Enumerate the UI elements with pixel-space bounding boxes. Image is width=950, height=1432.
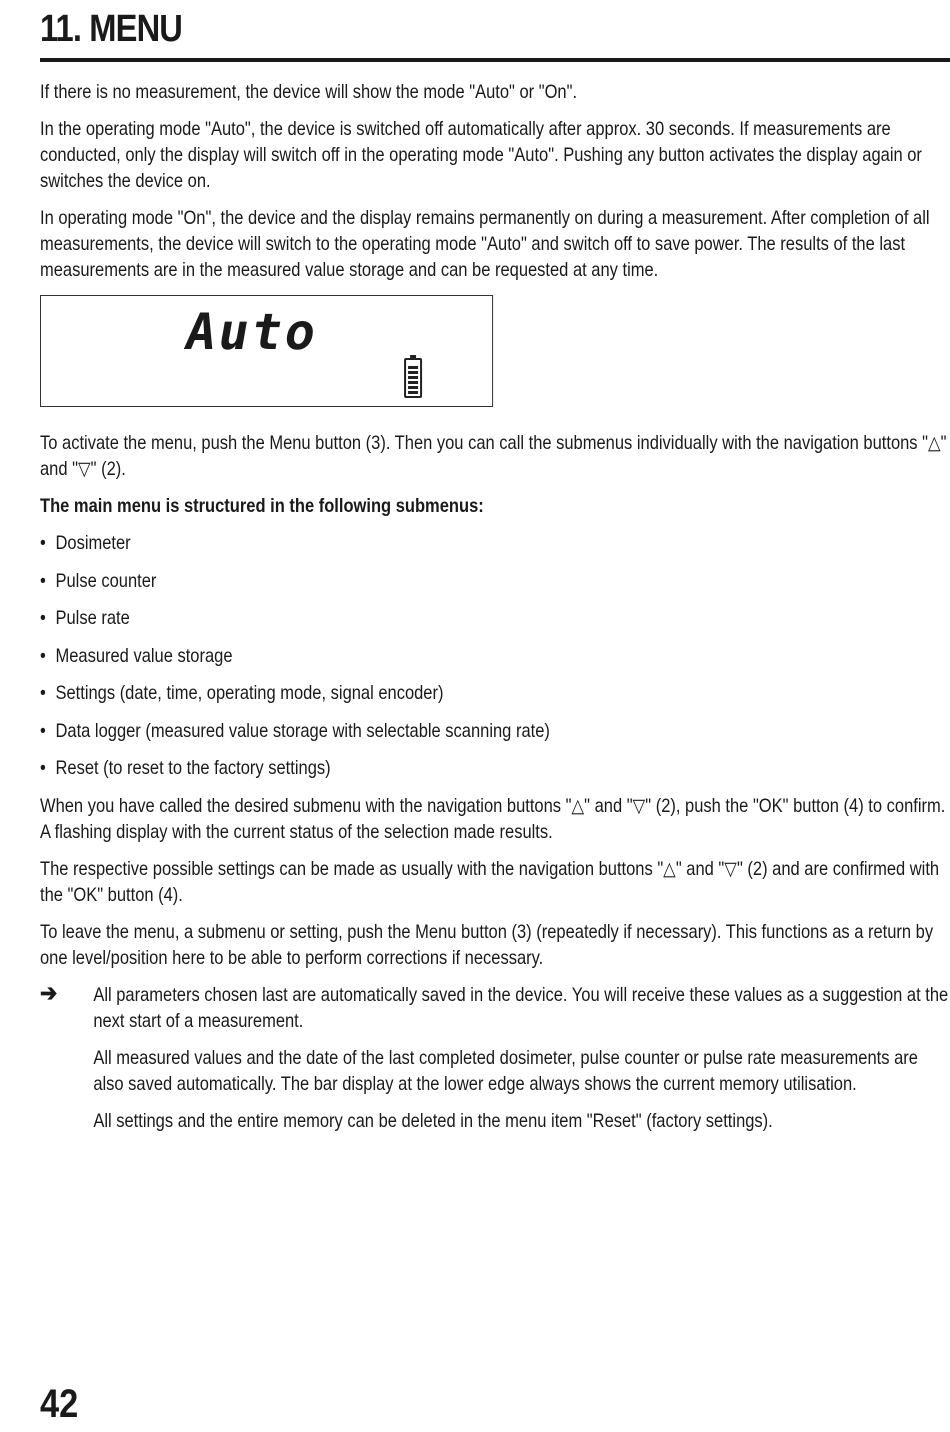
bullet-icon: • bbox=[40, 570, 46, 592]
submenu-item-settings: • Settings (date, time, operating mode, signal encoder) bbox=[40, 681, 950, 707]
submenu-heading: The main menu is structured in the following submenus: bbox=[40, 496, 484, 517]
lcd-mode-text: Auto bbox=[180, 303, 324, 361]
bullet-icon: • bbox=[40, 533, 46, 554]
leave-menu-paragraph: To leave the menu, a submenu or setting, push the Menu button (3) (repeatedly if necessary). This functions as a return by one level/position here to be able to perform corrections if necessary. bbox=[40, 921, 934, 969]
note-paragraph-2: All measured values and the date of the last completed dosimeter, pulse counter or pulse rate measurements are also saved automatically. The bar display at the lower edge always shows the current memory utilisation. bbox=[93, 1047, 918, 1095]
note-paragraph-3: All settings and the entire memory can be deleted in the menu item "Reset" (factory settings). bbox=[93, 1110, 773, 1132]
page-number: 42 bbox=[40, 1382, 79, 1426]
submenu-item-pulse-counter: • Pulse counter bbox=[40, 569, 950, 595]
bullet-icon: • bbox=[40, 758, 46, 779]
intro-paragraph-2: In the operating mode "Auto", the device is switched off automatically after approx. 30 seconds. If measurements are conducted, only the display will switch off in the operating mode "Auto". Pushing any button activates the display again or switches the device on. bbox=[40, 119, 922, 192]
title-divider bbox=[40, 58, 950, 62]
submenu-item-reset: • Reset (to reset to the factory settings) bbox=[40, 756, 950, 782]
arrow-right-icon: ➔ bbox=[40, 979, 58, 1007]
bullet-icon: • bbox=[40, 720, 46, 742]
settings-paragraph: The respective possible settings can be made as usually with the navigation buttons "△" and "▽" (2) and are confirmed with the "OK" button (4). bbox=[40, 858, 940, 906]
note-paragraph-1: All parameters chosen last are automatically saved in the device. You will receive these values as a suggestion at the next start of a measurement. bbox=[93, 984, 949, 1032]
submenu-item-pulse-rate: • Pulse rate bbox=[40, 606, 950, 632]
bullet-icon: • bbox=[40, 608, 46, 629]
battery-icon bbox=[404, 358, 422, 398]
menu-activate-paragraph: To activate the menu, push the Menu button (3). Then you can call the submenus individually with the navigation buttons "△" and "▽" (2). bbox=[40, 433, 947, 480]
page-title: 11. MENU bbox=[40, 8, 183, 50]
submenu-item-measured-value-storage: • Measured value storage bbox=[40, 644, 950, 670]
submenu-item-dosimeter: • Dosimeter bbox=[40, 531, 950, 557]
bullet-icon: • bbox=[40, 683, 46, 704]
submenu-list bbox=[40, 531, 950, 782]
note-block bbox=[40, 979, 950, 1135]
confirm-paragraph: When you have called the desired submenu with the navigation buttons "△" and "▽" (2), push the "OK" button (4) to confirm. A flashing display with the current status of the selection made results. bbox=[40, 795, 946, 843]
bullet-icon: • bbox=[40, 645, 46, 667]
submenu-item-data-logger: • Data logger (measured value storage with selectable scanning rate) bbox=[40, 719, 950, 745]
page-content bbox=[40, 80, 950, 1146]
intro-paragraph-3: In operating mode "On", the device and the display remains permanently on during a measurement. After completion of all measurements, the device will switch to the operating mode "Auto" and switch off to save power. The results of the last measurements are in the measured value storage and can be requested at any time. bbox=[40, 208, 930, 281]
lcd-display-figure bbox=[40, 295, 493, 407]
intro-paragraph-1: If there is no measurement, the device will show the mode "Auto" or "On". bbox=[40, 82, 578, 103]
